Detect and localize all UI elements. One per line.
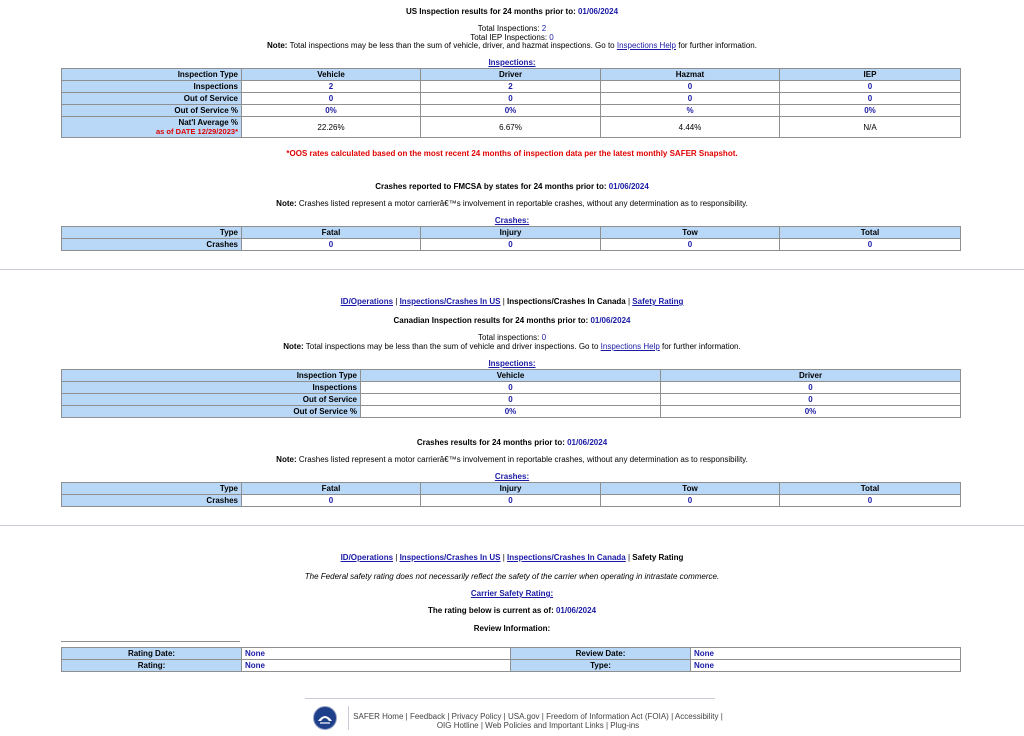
table-row: Rating: None Type: None bbox=[62, 660, 961, 672]
table-row: Out of Service % 0% 0% % 0% bbox=[62, 105, 961, 117]
table-row: Crashes 0 0 0 0 bbox=[62, 495, 961, 507]
us-inspection-heading: US Inspection results for 24 months prior to: 01/06/2024 bbox=[405, 7, 619, 16]
footer-link-usagov[interactable]: USA.gov bbox=[507, 712, 540, 721]
rating-current-as-of: The rating below is current as of: 01/06/2024 bbox=[427, 606, 597, 615]
table-row: Out of Service 0 0 bbox=[62, 394, 961, 406]
footer-link-accessibility[interactable]: Accessibility bbox=[674, 712, 719, 721]
us-heading-date: 01/06/2024 bbox=[577, 7, 619, 16]
table-header-row bbox=[62, 69, 961, 81]
canada-crashes-table bbox=[61, 482, 961, 507]
canada-crash-heading: Crashes results for 24 months prior to: 01/06/2024 bbox=[416, 438, 608, 447]
us-total-inspections: Total Inspections: 2 bbox=[477, 24, 547, 33]
dot-logo-icon[interactable] bbox=[313, 706, 337, 730]
us-inspections-title-link[interactable]: Inspections: bbox=[488, 58, 536, 67]
nav-inspections-us-link[interactable]: Inspections/Crashes In US bbox=[399, 297, 501, 306]
table-header-row: Type Fatal Injury Tow Total bbox=[62, 227, 961, 239]
footer-logo-divider bbox=[348, 706, 349, 730]
table-row: Inspections 2 2 0 0 bbox=[62, 81, 961, 93]
review-table-top-rule bbox=[61, 641, 240, 642]
footer-link-feedback[interactable]: Feedback bbox=[409, 712, 446, 721]
us-inspections-help-link[interactable]: Inspections Help bbox=[616, 41, 677, 50]
table-header-row: Inspection Type Vehicle Driver bbox=[62, 370, 961, 382]
footer-links-line2: OIG Hotline | Web Policies and Important Links | Plug-ins bbox=[436, 721, 640, 730]
header-vehicle: Vehicle bbox=[242, 69, 421, 81]
table-row: Out of Service 0 0 0 0 bbox=[62, 93, 961, 105]
canada-inspections-table bbox=[61, 369, 961, 418]
canada-inspections-title-link[interactable]: Inspections: bbox=[488, 359, 536, 368]
us-crash-heading: Crashes reported to FMCSA by states for 24 months prior to: 01/06/2024 bbox=[375, 182, 649, 191]
carrier-safety-rating-link[interactable]: Carrier Safety Rating: bbox=[470, 589, 554, 598]
rating-table bbox=[61, 647, 961, 672]
footer-link-foia[interactable]: Freedom of Information Act (FOIA) bbox=[546, 712, 669, 721]
us-inspections-table bbox=[61, 68, 961, 138]
rating-disclaimer: The Federal safety rating does not necessarily reflect the safety of the carrier when operating in intrastate commerce. bbox=[304, 572, 720, 581]
canada-inspections-title bbox=[0, 359, 1024, 369]
nav-id-operations-link[interactable]: ID/Operations bbox=[340, 297, 394, 306]
table-header-row: Type Fatal Injury Tow Total bbox=[62, 483, 961, 495]
us-crashes-title-link[interactable]: Crashes: bbox=[494, 216, 530, 225]
footer-link-oig[interactable]: OIG Hotline bbox=[436, 721, 479, 730]
canada-inspection-heading: Canadian Inspection results for 24 months prior to: 01/06/2024 bbox=[393, 316, 631, 325]
header-driver: Driver bbox=[421, 69, 601, 81]
nav-safety-rating-link[interactable]: Safety Rating bbox=[632, 297, 684, 306]
canada-crash-note: Note: Crashes listed represent a motor carrierâ€™s involvement in reportable crashes, without any determination as to responsibility. bbox=[276, 455, 748, 464]
nav-id-operations-link[interactable]: ID/Operations bbox=[340, 553, 394, 562]
header-iep: IEP bbox=[780, 69, 961, 81]
us-crash-note: Note: Crashes listed represent a motor carrierâ€™s involvement in reportable crashes, without any determination as to responsibility. bbox=[276, 199, 748, 208]
footer-link-web-policies[interactable]: Web Policies and Important Links bbox=[485, 721, 604, 730]
us-total-iep: Total IEP Inspections: 0 bbox=[470, 33, 554, 42]
review-information-label: Review Information: bbox=[473, 624, 551, 633]
nav-links-canada: ID/Operations | Inspections/Crashes In US | Inspections/Crashes In Canada | Safety Rating bbox=[340, 297, 684, 306]
nav-inspections-canada-link[interactable]: Inspections/Crashes In Canada bbox=[507, 553, 626, 562]
us-inspections-title bbox=[0, 58, 1024, 68]
us-crashes-title bbox=[0, 216, 1024, 226]
canada-note: Note: Total inspections may be less than the sum of vehicle and driver inspections. Go to Inspections Help for further information. bbox=[283, 342, 741, 351]
us-crashes-table bbox=[61, 226, 961, 251]
header-inspection-type: Inspection Type bbox=[62, 69, 242, 81]
nav-links-rating: ID/Operations | Inspections/Crashes In US | Inspections/Crashes In Canada | Safety Rating bbox=[340, 553, 684, 562]
footer-divider bbox=[305, 698, 715, 699]
nav-inspections-us-link[interactable]: Inspections/Crashes In US bbox=[399, 553, 501, 562]
canada-crashes-title-link[interactable]: Crashes: bbox=[494, 472, 530, 481]
section-divider bbox=[0, 269, 1024, 270]
canada-inspections-help-link[interactable]: Inspections Help bbox=[600, 342, 660, 351]
oos-note: *OOS rates calculated based on the most recent 24 months of inspection data per the latest monthly SAFER Snapshot. bbox=[286, 149, 738, 158]
footer-links-line1: SAFER Home | Feedback | Privacy Policy | USA.gov | Freedom of Information Act (FOIA) | Accessibility | bbox=[353, 712, 723, 721]
table-row: Out of Service % 0% 0% bbox=[62, 406, 961, 418]
canada-total-inspections: Total inspections: 0 bbox=[477, 333, 547, 342]
us-note: Note: Total inspections may be less than the sum of vehicle, driver, and hazmat inspections. Go to Inspections Help for further information. bbox=[267, 41, 757, 50]
nav-inspections-canada-current: Inspections/Crashes In Canada bbox=[507, 297, 626, 306]
header-hazmat: Hazmat bbox=[601, 69, 780, 81]
table-row: Crashes 0 0 0 0 bbox=[62, 239, 961, 251]
table-row-natl-average: Nat'l Average % as of DATE 12/29/2023* 22.26% 6.67% 4.44% N/A bbox=[62, 117, 961, 138]
table-row: Rating Date: None Review Date: None bbox=[62, 648, 961, 660]
carrier-safety-rating-title bbox=[0, 589, 1024, 599]
footer-link-safer-home[interactable]: SAFER Home bbox=[353, 712, 404, 721]
nav-safety-rating-current: Safety Rating bbox=[632, 553, 684, 562]
footer-link-plugins[interactable]: Plug-ins bbox=[610, 721, 640, 730]
canada-crashes-title bbox=[0, 472, 1024, 482]
table-row: Inspections 0 0 bbox=[62, 382, 961, 394]
section-divider bbox=[0, 525, 1024, 526]
footer-link-privacy[interactable]: Privacy Policy bbox=[451, 712, 502, 721]
